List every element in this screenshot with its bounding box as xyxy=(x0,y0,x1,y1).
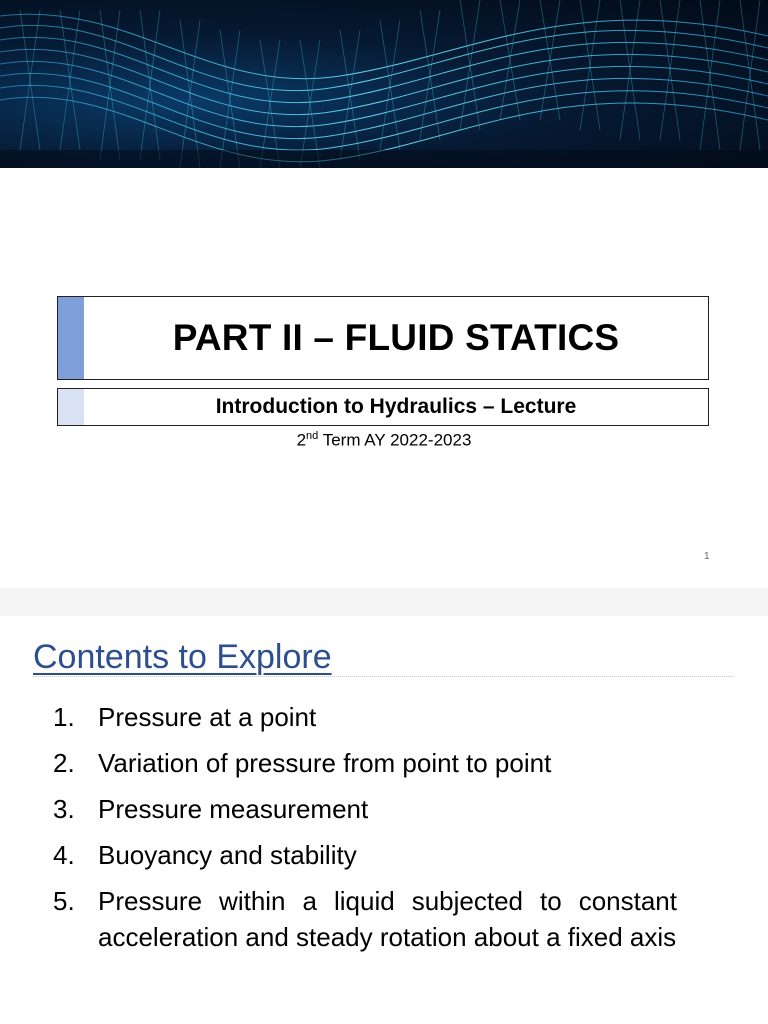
subtitle-box xyxy=(57,388,709,426)
list-item-text: Pressure measurement xyxy=(98,794,369,824)
list-item xyxy=(53,883,677,955)
term-line xyxy=(0,430,768,451)
title-accent-bar xyxy=(58,297,84,379)
list-item-number: 5. xyxy=(53,886,75,916)
list-item xyxy=(53,745,677,781)
list-item-text: Pressure within a liquid subjected to constant acceleration and steady rotation about a fixed axis xyxy=(98,886,677,952)
slide-title: PART II – FLUID STATICS xyxy=(172,317,620,358)
heading-divider xyxy=(33,676,733,677)
list-item-number: 1. xyxy=(53,702,75,732)
list-item xyxy=(53,837,677,873)
term-ordinal: 2 xyxy=(296,430,307,450)
list-item-text: Variation of pressure from point to point xyxy=(98,748,552,778)
list-item-text: Pressure at a point xyxy=(98,702,317,732)
title-box xyxy=(57,296,709,380)
list-item-number: 3. xyxy=(53,794,75,824)
slide-separator xyxy=(0,588,768,616)
list-item-number: 2. xyxy=(53,748,75,778)
term-rest: Term AY 2022-2023 xyxy=(318,430,472,450)
list-item xyxy=(53,699,677,735)
list-item xyxy=(53,791,677,827)
contents-heading: Contents to Explore xyxy=(33,638,332,676)
list-item-number: 4. xyxy=(53,840,75,870)
page-number: 1 xyxy=(704,551,710,562)
wave-mesh-banner xyxy=(0,0,768,168)
slide-subtitle: Introduction to Hydraulics – Lecture xyxy=(215,395,577,418)
subtitle-accent-bar xyxy=(58,389,84,425)
list-item-text: Buoyancy and stability xyxy=(98,840,357,870)
wave-mesh-graphic xyxy=(0,0,768,168)
term-ordinal-suffix: nd xyxy=(306,430,319,442)
contents-list xyxy=(53,699,677,965)
